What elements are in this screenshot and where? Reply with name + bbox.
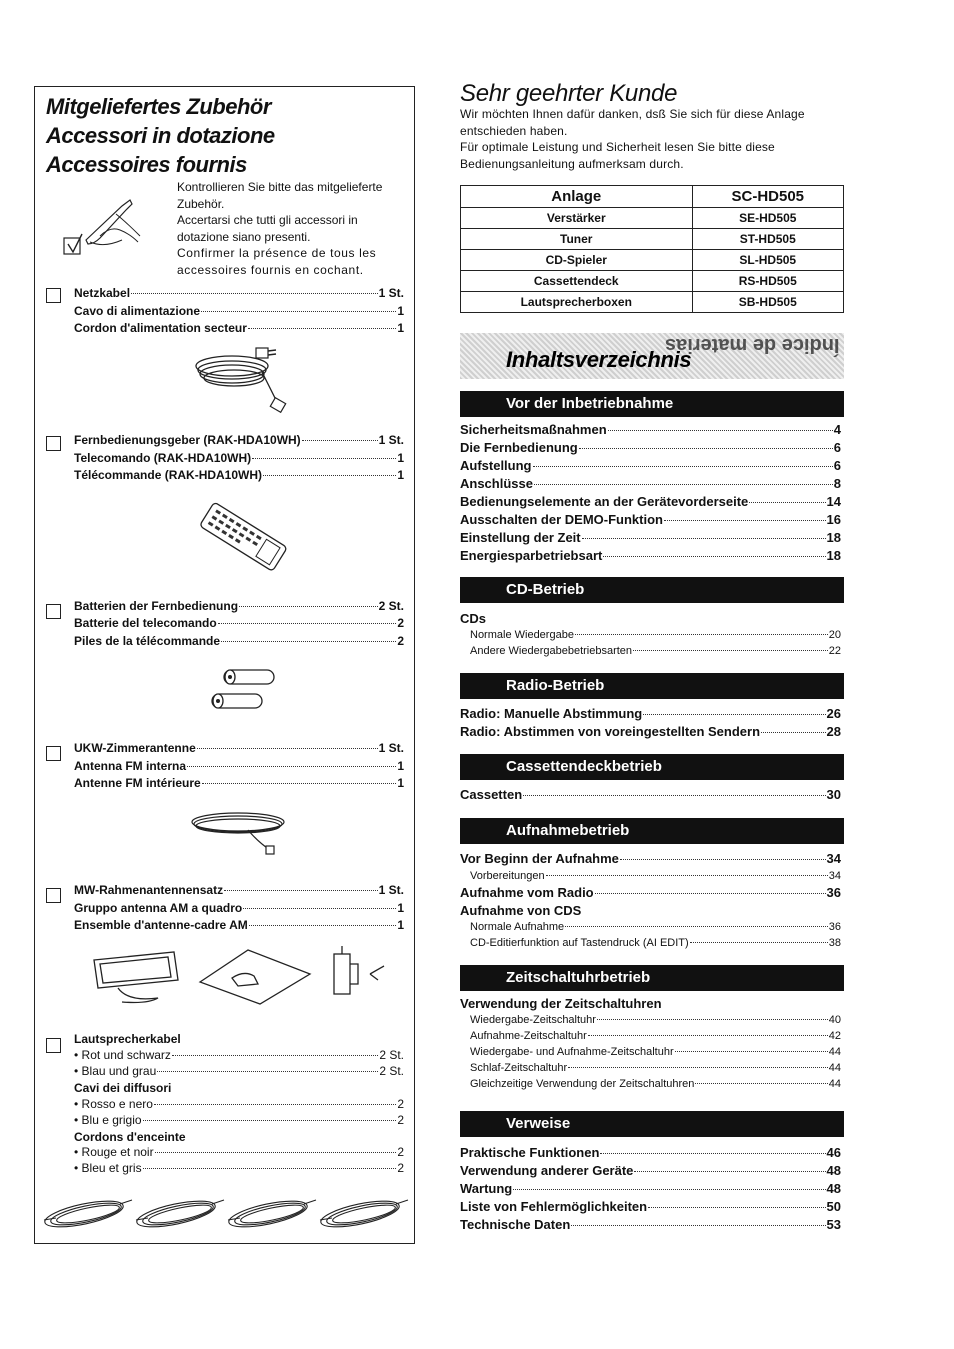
accessory-name: • Blau und grau [74,1064,157,1078]
toc-entry-text: Praktische Funktionen [460,1145,600,1160]
toc-section-heading: Zeitschaltuhrbetrieb [460,965,844,991]
toc-section-heading: Verweise [460,1111,844,1137]
toc-section-heading: Vor der Inbetriebnahme [460,391,844,417]
toc-entry-text: Aufnahme-Zeitschaltuhr [470,1030,587,1042]
toc-entry-text: CD-Editierfunktion auf Tastendruck (AI EDIT) [470,937,689,949]
toc-leader-dots [675,1051,828,1052]
accessory-name: Cordon d'alimentation secteur [74,321,247,335]
toc-entry-text: Ausschalten der DEMO-Funktion [460,512,663,527]
speaker-cable-head-de: Lautsprecherkabel [74,1032,181,1046]
accessory-name: Gruppo antenna AM a quadro [74,901,243,915]
accessory-name: • Blu e grigio [74,1113,142,1127]
toc-entry [470,1060,841,1076]
toc-entry [460,547,841,565]
accessory-name: • Rot und schwarz [74,1048,171,1062]
greeting-title: Sehr geehrter Kunde [460,80,678,107]
toc-page-number: 16 [826,512,841,527]
model-number: SB-HD505 [692,292,844,313]
toc-section-heading: Radio-Betrieb [460,673,844,699]
toc-page-number: 20 [828,629,841,641]
accessory-line [74,881,404,899]
toc-leader-dots [523,795,825,796]
toc-page-number: 22 [828,645,841,657]
accessories-title-line: Accessoires fournis [46,152,247,177]
toc-page-number: 44 [828,1046,841,1058]
toc-entry-text: Cassetten [460,787,523,802]
power-cord-illustration [186,342,290,414]
toc-title: Inhaltsverzeichnis [506,347,692,372]
toc-leader-dots [695,1083,827,1084]
accessory-qty: 1 [397,901,404,915]
toc-entry [460,1144,841,1162]
accessory-qty: 1 [397,918,404,932]
toc-entry-text: Energiesparbetriebsart [460,548,603,563]
toc-page-number: 50 [826,1199,841,1214]
toc-entry-text: Normale Aufnahme [470,921,565,933]
toc-page-number: 44 [828,1078,841,1090]
model-header-cell: Anlage [461,186,693,208]
toc-leader-dots [643,714,825,715]
toc-leader-dots [579,448,833,449]
toc-entry-text: Schlaf-Zeitschaltuhr [470,1062,568,1074]
toc-section-heading: Cassettendeckbetrieb [460,754,844,780]
toc-page-number: 6 [833,440,841,455]
toc-leader-dots [761,732,826,733]
toc-page-number: 26 [826,706,841,721]
toc-page-number: 46 [826,1145,841,1160]
toc-entry [460,1180,841,1198]
accessory-line [74,1159,404,1177]
model-row [461,208,844,229]
toc-entry [470,1076,841,1092]
toc-leader-dots [749,502,825,503]
toc-page-number: 8 [833,476,841,491]
toc-page-number: 42 [828,1030,841,1042]
toc-page-number: 53 [826,1217,841,1232]
remote-control-illustration [192,494,292,580]
toc-entry-text: Technische Daten [460,1217,571,1232]
model-table-header [461,186,844,208]
accessory-qty: 2 [397,616,404,630]
accessory-name: Cavo di alimentazione [74,304,201,318]
accessory-name: • Rouge et noir [74,1145,154,1159]
model-row [461,271,844,292]
checkbox-fm-antenna[interactable] [46,746,61,761]
checkbox-am-antenna[interactable] [46,888,61,903]
speaker-cable-head-fr: Cordons d'enceinte [74,1130,186,1144]
model-row [461,250,844,271]
accessory-line [74,302,404,320]
batteries-illustration [206,666,282,714]
accessory-name: • Bleu et gris [74,1161,142,1175]
toc-banner [460,333,844,379]
toc-entry [460,493,841,511]
accessory-name: Batterien der Fernbedienung [74,599,239,613]
model-table [460,185,844,313]
toc-entry-text: Liste von Fehlermöglichkeiten [460,1199,648,1214]
toc-entry-text: Radio: Abstimmen von voreingestellten Sendern [460,724,761,739]
accessory-qty: 1 [397,776,404,790]
toc-leader-dots [608,430,833,431]
accessory-name: Antenne FM intérieure [74,776,201,790]
accessory-qty: 2 St. [379,1064,404,1078]
toc-entry [460,511,841,529]
toc-leader-dots [600,1153,825,1154]
toc-subheading: Aufnahme von CDS [460,903,582,918]
toc-leader-dots [546,875,828,876]
model-component: CD-Spieler [461,250,693,271]
accessory-qty: 1 [397,451,404,465]
toc-leader-dots [568,1067,828,1068]
accessory-line [74,916,404,934]
speaker-cable-head-it: Cavi dei diffusori [74,1081,172,1095]
toc-leader-dots [571,1225,825,1226]
accessory-name: UKW-Zimmerantenne [74,741,196,755]
toc-entry-text: Anschlüsse [460,476,533,491]
accessory-line [74,449,404,467]
intro-fr: Confirmer la présence de tous les accessoires fournis en cochant. [177,246,377,277]
toc-entry-text: Bedienungselemente an der Gerätevorderseite [460,494,749,509]
toc-entry [460,421,841,439]
accessory-qty: 1 [397,321,404,335]
toc-entry [470,643,841,659]
toc-page-number: 34 [828,870,841,882]
toc-leader-dots [533,466,833,467]
toc-page-number: 44 [828,1062,841,1074]
accessory-line [74,319,404,337]
toc-entry [460,529,841,547]
toc-page-number: 48 [826,1163,841,1178]
toc-entry [470,919,841,935]
model-component: Verstärker [461,208,693,229]
model-number: ST-HD505 [692,229,844,250]
model-component: Cassettendeck [461,271,693,292]
toc-page-number: 6 [833,458,841,473]
toc-entry [460,705,841,723]
accessory-line [74,284,404,302]
accessory-qty: 2 [397,1113,404,1127]
accessory-line [74,899,404,917]
accessory-qty: 1 St. [378,433,404,447]
toc-entry [460,457,841,475]
accessory-qty: 2 St. [378,599,404,613]
toc-entry-text: Vorbereitungen [470,870,545,882]
checkbox-remote-control[interactable] [46,436,61,451]
toc-leader-dots [603,556,825,557]
toc-entry-text: Die Fernbedienung [460,440,578,455]
toc-leader-dots [582,538,826,539]
toc-entry-text: Sicherheitsmaßnahmen [460,422,607,437]
toc-entry [460,850,841,868]
accessory-qty: 1 [397,759,404,773]
accessory-qty: 1 St. [378,286,404,300]
toc-page-number: 30 [826,787,841,802]
accessory-name: • Rosso e nero [74,1097,153,1111]
accessories-intro [177,179,405,278]
accessories-title-line: Accessori in dotazione [46,123,275,148]
toc-entry [470,1012,841,1028]
toc-leader-dots [664,520,826,521]
fm-antenna-illustration [188,804,290,856]
toc-entry [460,786,841,804]
model-number: SE-HD505 [692,208,844,229]
toc-entry [470,1044,841,1060]
toc-entry-text: Wiedergabe- und Aufnahme-Zeitschaltuhr [470,1046,674,1058]
toc-entry-text: Wiedergabe-Zeitschaltuhr [470,1014,596,1026]
accessory-line [74,431,404,449]
toc-leader-dots [595,893,826,894]
toc-subheading: CDs [460,611,487,626]
toc-entry [470,868,841,884]
toc-entry-text: Radio: Manuelle Abstimmung [460,706,643,721]
checkbox-batteries[interactable] [46,604,61,619]
toc-entry [470,1028,841,1044]
toc-page-number: 40 [828,1014,841,1026]
accessory-qty: 2 [397,1145,404,1159]
toc-entry-text: Andere Wiedergabebetriebsarten [470,645,633,657]
toc-entry [460,475,841,493]
accessory-name: Ensemble d'antenne-cadre AM [74,918,248,932]
accessory-name: Telecomando (RAK-HDA10WH) [74,451,252,465]
accessory-line [74,614,404,632]
greeting-paragraph: Wir möchten Ihnen dafür danken, dsß Sie sich für diese Anlage entschieden haben. [460,107,805,138]
toc-leader-dots [648,1207,825,1208]
toc-leader-dots [575,634,828,635]
accessory-line [74,757,404,775]
accessory-qty: 1 St. [378,883,404,897]
accessory-qty: 2 [397,634,404,648]
intro-it: Accertarsi che tutti gli accessori in dotazione siano presenti. [177,213,358,244]
model-number: SL-HD505 [692,250,844,271]
model-header-cell: SC-HD505 [692,186,844,208]
accessory-qty: 1 St. [378,741,404,755]
model-row [461,292,844,313]
toc-entry [460,1198,841,1216]
toc-page-number: 18 [826,548,841,563]
toc-entry-text: Einstellung der Zeit [460,530,581,545]
accessory-line [74,466,404,484]
toc-mirror-text: Índice de materias [665,334,840,356]
toc-entry-text: Wartung [460,1181,513,1196]
accessory-qty: 1 [397,304,404,318]
accessory-line [74,597,404,615]
accessory-qty: 2 [397,1161,404,1175]
toc-entry [460,1162,841,1180]
accessory-qty: 2 [397,1097,404,1111]
toc-leader-dots [690,942,828,943]
toc-section-heading: Aufnahmebetrieb [460,818,844,844]
toc-page-number: 36 [826,885,841,900]
toc-leader-dots [620,859,826,860]
accessory-name: Télécommande (RAK-HDA10WH) [74,468,263,482]
greeting-paragraph: Für optimale Leistung und Sicherheit lesen Sie bitte diese Bedienungsanleitung aufmerksam durch. [460,140,775,171]
toc-subheading: Verwendung der Zeitschaltuhren [460,996,662,1011]
toc-entry-text: Aufnahme vom Radio [460,885,594,900]
toc-page-number: 48 [826,1181,841,1196]
accessory-line [74,1062,404,1080]
accessory-name: Netzkabel [74,286,131,300]
accessory-name: Batterie del telecomando [74,616,217,630]
greeting-text [460,106,844,172]
checkbox-speaker-cables[interactable] [46,1038,61,1053]
toc-page-number: 14 [826,494,841,509]
toc-leader-dots [634,1171,825,1172]
accessory-line [74,1111,404,1129]
toc-page-number: 18 [826,530,841,545]
accessories-title-line: Mitgeliefertes Zubehör [46,94,271,119]
am-loop-antenna-illustration [88,944,392,1008]
toc-entry-text: Gleichzeitige Verwendung der Zeitschaltuhren [470,1078,695,1090]
speaker-cables-illustration [40,1190,412,1236]
model-component: Lautsprecherboxen [461,292,693,313]
toc-entry-text: Normale Wiedergabe [470,629,574,641]
model-number: RS-HD505 [692,271,844,292]
toc-entry [470,627,841,643]
toc-entry [470,935,841,951]
accessory-name: Fernbedienungsgeber (RAK-HDA10WH) [74,433,301,447]
accessory-line [74,774,404,792]
accessory-name: Piles de la télécommande [74,634,221,648]
accessory-name: MW-Rahmenantennensatz [74,883,224,897]
toc-entry-text: Vor Beginn der Aufnahme [460,851,619,866]
accessory-qty: 2 St. [379,1048,404,1062]
model-row [461,229,844,250]
accessories-title [46,92,275,179]
toc-leader-dots [597,1019,828,1020]
toc-entry-text: Verwendung anderer Geräte [460,1163,634,1178]
toc-leader-dots [565,926,828,927]
toc-leader-dots [588,1035,828,1036]
toc-page-number: 36 [828,921,841,933]
accessory-line [74,632,404,650]
accessory-name: Antenna FM interna [74,759,187,773]
intro-de: Kontrollieren Sie bitte das mitgelieferte Zubehör. [177,180,383,211]
accessory-qty: 1 [397,468,404,482]
toc-page-number: 38 [828,937,841,949]
toc-leader-dots [633,650,828,651]
toc-entry [460,439,841,457]
toc-page-number: 28 [826,724,841,739]
toc-entry-text: Aufstellung [460,458,532,473]
accessory-line [74,739,404,757]
toc-entry [460,884,841,902]
toc-page-number: 4 [833,422,841,437]
toc-entry [460,1216,841,1234]
model-component: Tuner [461,229,693,250]
hand-checkmark-illustration [60,196,170,262]
toc-section-heading: CD-Betrieb [460,577,844,603]
toc-entry [460,723,841,741]
toc-leader-dots [534,484,833,485]
toc-leader-dots [513,1189,825,1190]
toc-page-number: 34 [826,851,841,866]
checkbox-power-cord[interactable] [46,288,61,303]
